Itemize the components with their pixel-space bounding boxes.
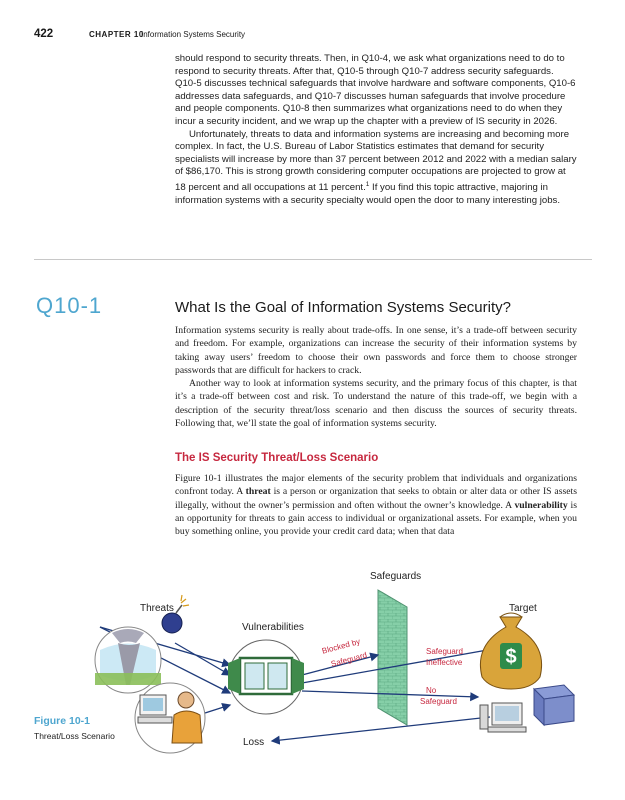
arrow-threat-4 — [205, 705, 230, 713]
label-loss: Loss — [243, 737, 265, 748]
figure-number: Figure 10-1 — [34, 715, 91, 727]
section-number: Q10-1 — [36, 293, 103, 318]
label-safeguards: Safeguards — [370, 571, 422, 582]
figure-diagram — [0, 565, 625, 800]
figure-caption: Threat/Loss Scenario — [34, 731, 115, 741]
term-vulnerability: vulnerability — [514, 499, 568, 511]
arrow-threat-3 — [175, 643, 230, 675]
section-divider — [34, 259, 592, 260]
subsection-title: The IS Security Threat/Loss Scenario — [175, 452, 379, 464]
label-threats: Threats — [140, 603, 174, 614]
text-b: is a person or organization that seeks to obtain or alter data or other IS assets illegally, without the owner’s permission and often without the owner’s knowledge. A — [175, 486, 578, 511]
label-ineffective-2: Ineffective — [426, 658, 463, 667]
safeguard-wall — [378, 590, 407, 725]
running-header — [34, 28, 594, 44]
label-blocked-2: Safeguard — [330, 650, 368, 669]
section-paragraph-1: Information systems security is really about trade-offs. In one sense, it’s a trade-off between security and freedom. For example, organizations can increase the security of their information systems by taking away users’ freedom to choose their own passwords and force them to choose stronger passwords that are difficult for hackers to crack. — [175, 325, 577, 376]
label-ineffective-1: Safeguard — [426, 647, 463, 656]
section-body — [175, 324, 577, 430]
hacker-icon — [172, 711, 202, 743]
arrow-loss — [272, 717, 490, 741]
intro-paragraph-2-text: Unfortunately, threats to data and information systems are increasing and becoming more complex. In fact, the U.S. Bureau of Labor Statistics estimates that demand for security specialists will increase by more than 37 percent between 2012 and 2022 with a median salary of $86,170. This is strong growth considering computer occupations are projected to grow at 18 percent and all occupations at 11 percent. — [175, 128, 577, 194]
label-target: Target — [509, 603, 537, 614]
text-a: Figure 10-1 illustrates the major elements of the security problem that individuals and organizations confront today. A — [175, 473, 577, 498]
page-number: 422 — [34, 28, 54, 40]
footnote-marker[interactable]: 1 — [365, 180, 370, 188]
label-blocked-1: Blocked by — [321, 636, 362, 656]
intro-paragraph-2-end: If you find this topic attractive, majoring in information systems with a security specialty would open the door to many interesting jobs. — [175, 182, 561, 206]
intro-paragraph-2 — [175, 129, 577, 208]
intro-paragraph-1: should respond to security threats. Then, in Q10-4, we ask what organizations need to do to respond to security threats. After that, Q10-5 through Q10-7 address security safeguards. Q10-5 discusses technical safeguards that involve hardware and software components, Q10-6 addresses data safeguards, and Q10-7 discusses human safeguards that involve procedure and people components. Q10-8 then summarizes what organizations need to do when they incur a security incident, and we wrap up the chapter with a preview of IS security in 2026. — [175, 53, 576, 127]
svg-text:$: $ — [505, 646, 517, 668]
intro-text — [175, 53, 577, 207]
label-no-2: Safeguard — [420, 697, 457, 706]
figure-threat-loss — [0, 565, 625, 800]
text-c: is an opportunity for threats to gain access to individual or organizational assets. For example, when you buy something online, you provide your credit card data; when that data — [175, 499, 578, 538]
term-threat: threat — [245, 486, 271, 498]
subsection-body — [175, 472, 577, 538]
subsection-paragraph — [175, 472, 577, 538]
package-icon — [544, 695, 574, 725]
section-paragraph-2: Another way to look at information systems security, and the primary focus of this chapter, is that it’s a trade-off between cost and risk. To understand the nature of this trade-off, we begin with a description of the security threat/loss scenario and then discuss the sources of security threats. Following that, we’ll state the goal of information systems security. — [175, 378, 577, 430]
label-no-1: No — [426, 686, 437, 695]
section-title: What Is the Goal of Information Systems Security? — [175, 299, 511, 316]
bomb-icon — [162, 613, 182, 633]
chapter-title: Information Systems Security — [141, 30, 246, 39]
chapter-label: CHAPTER 10 — [89, 30, 144, 39]
label-vulnerabilities: Vulnerabilities — [242, 622, 304, 633]
